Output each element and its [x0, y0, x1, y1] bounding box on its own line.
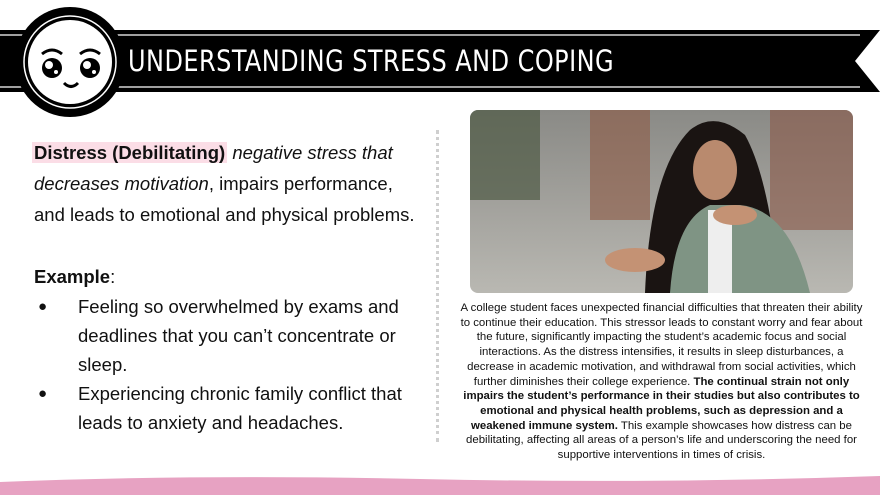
pink-wave-decoration	[0, 470, 880, 495]
definition-rest: , impairs performance, and leads to emotional and physical problems.	[34, 173, 415, 225]
example-caption	[455, 301, 868, 463]
example-label: Example	[34, 266, 111, 287]
definition-section	[34, 137, 424, 437]
photo-illustration	[470, 110, 853, 293]
example-heading	[34, 261, 424, 292]
example-colon: :	[110, 266, 116, 287]
page-title: UNDERSTANDING STRESS AND COPING	[128, 44, 615, 78]
caption-text-end: This example showcases how distress can be debilitating, affecting all areas of a person’s life and underscoring the need for supportive interventions in times of crisis.	[466, 419, 857, 462]
definition-italic: negative stress that decreases motivation	[34, 142, 393, 194]
definition	[34, 137, 424, 230]
list-item: ● Feeling so overwhelmed by exams and deadlines that you can’t concentrate or sleep.	[34, 292, 424, 379]
student-photo	[470, 110, 853, 293]
caption-bold: The continual strain not only impairs the student’s performance in their studies but also contributes to emotional and physical health problems, such as depression and a weakened immune system.	[463, 375, 860, 432]
dotted-divider	[436, 130, 439, 442]
caption-text: A college student faces unexpected financial difficulties that threaten their ability to continue their education. This stressor leads to constant worry and fear about the future, significantly impacting the student’s academic focus and social interactions. As the distress intensifies, it results in sleep disturbances, a decrease in academic motivation, and withdrawal from social activities, which further diminishes their college experience.	[460, 302, 863, 388]
example-list	[34, 292, 424, 437]
smiley-face-icon	[14, 6, 126, 118]
term: Distress (Debilitating)	[34, 142, 226, 163]
list-item: ● Experiencing chronic family conflict that leads to anxiety and headaches.	[34, 379, 424, 437]
